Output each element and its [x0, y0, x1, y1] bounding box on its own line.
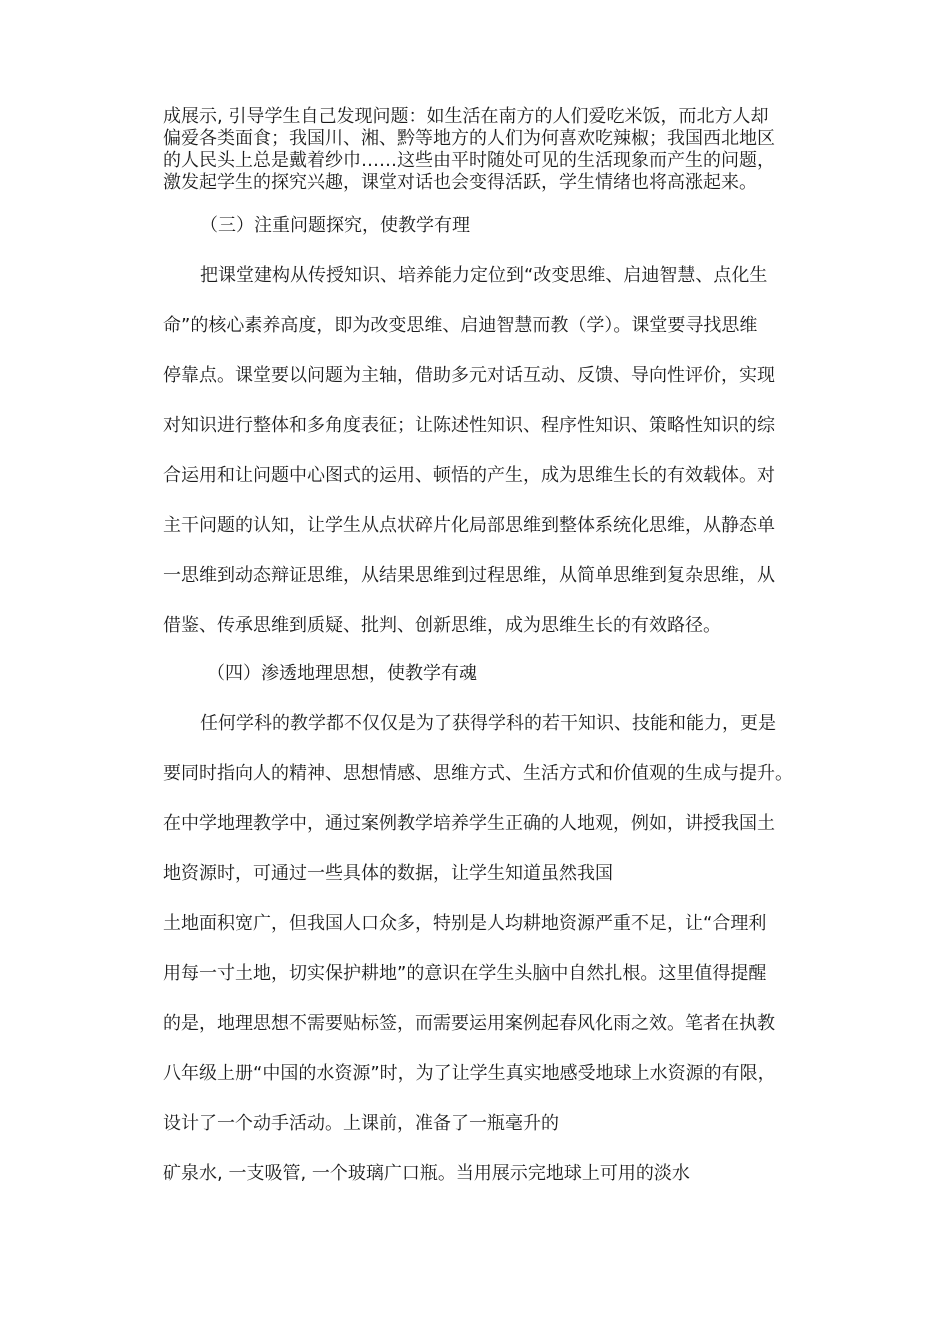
- paragraph-line: 的是，地理思想不需要贴标签，而需要运用案例起春风化雨之效。笔者在执教: [163, 1013, 775, 1034]
- paragraph-line: 在中学地理教学中，通过案例教学培养学生正确的人地观，例如，讲授我国土: [163, 813, 775, 834]
- paragraph-line: 设计了一个动手活动。上课前，准备了一瓶毫升的: [163, 1113, 559, 1134]
- paragraph-line: 用每一寸土地，切实保护耕地”的意识在学生头脑中自然扎根。这里值得提醒: [163, 963, 767, 984]
- paragraph-line: 任何学科的教学都不仅仅是为了获得学科的若干知识、技能和能力，更是: [200, 713, 776, 734]
- paragraph-line: 命”的核心素养高度，即为改变思维、启迪智慧而教（学）。课堂要寻找思维: [163, 315, 758, 336]
- paragraph-line: 要同时指向人的精神、思想情感、思维方式、生活方式和价值观的生成与提升。: [163, 763, 793, 784]
- paragraph-line: 激发起学生的探究兴趣，课堂对话也会变得活跃，学生情绪也将高涨起来。: [163, 172, 757, 193]
- paragraph-line: 合运用和让问题中心图式的运用、顿悟的产生，成为思维生长的有效载体。对: [163, 465, 775, 486]
- paragraph-line: 把课堂建构从传授知识、培养能力定位到“改变思维、启迪智慧、点化生: [200, 265, 768, 286]
- paragraph-line: 偏爱各类面食；我国川、湘、黔等地方的人们为何喜欢吃辣椒；我国西北地区: [163, 128, 775, 149]
- paragraph-line: 土地面积宽广，但我国人口众多，特别是人均耕地资源严重不足，让“合理利: [163, 913, 767, 934]
- paragraph-line: 借鉴、传承思维到质疑、批判、创新思维，成为思维生长的有效路径。: [163, 615, 721, 636]
- section-heading: （四）渗透地理思想，使教学有魂: [207, 663, 477, 684]
- paragraph-line: 停靠点。课堂要以问题为主轴，借助多元对话互动、反馈、导向性评价，实现: [163, 365, 775, 386]
- paragraph-line: 成展示, 引导学生自己发现问题：如生活在南方的人们爱吃米饭，而北方人却: [163, 106, 769, 127]
- section-heading: （三）注重问题探究，使教学有理: [200, 215, 470, 236]
- paragraph-line: 地资源时，可通过一些具体的数据，让学生知道虽然我国: [163, 863, 613, 884]
- paragraph-line: 八年级上册“中国的水资源”时，为了让学生真实地感受地球上水资源的有限，: [163, 1063, 776, 1084]
- paragraph-line: 一思维到动态辩证思维，从结果思维到过程思维，从简单思维到复杂思维，从: [163, 565, 775, 586]
- paragraph-line: 对知识进行整体和多角度表征；让陈述性知识、程序性知识、策略性知识的综: [163, 415, 775, 436]
- paragraph-line: 主干问题的认知，让学生从点状碎片化局部思维到整体系统化思维，从静态单: [163, 515, 775, 536]
- paragraph-line: 的人民头上总是戴着纱巾……这些由平时随处可见的生活现象而产生的问题，: [163, 150, 775, 171]
- paragraph-line: 矿泉水, 一支吸管, 一个玻璃广口瓶。当用展示完地球上可用的淡水: [163, 1163, 690, 1184]
